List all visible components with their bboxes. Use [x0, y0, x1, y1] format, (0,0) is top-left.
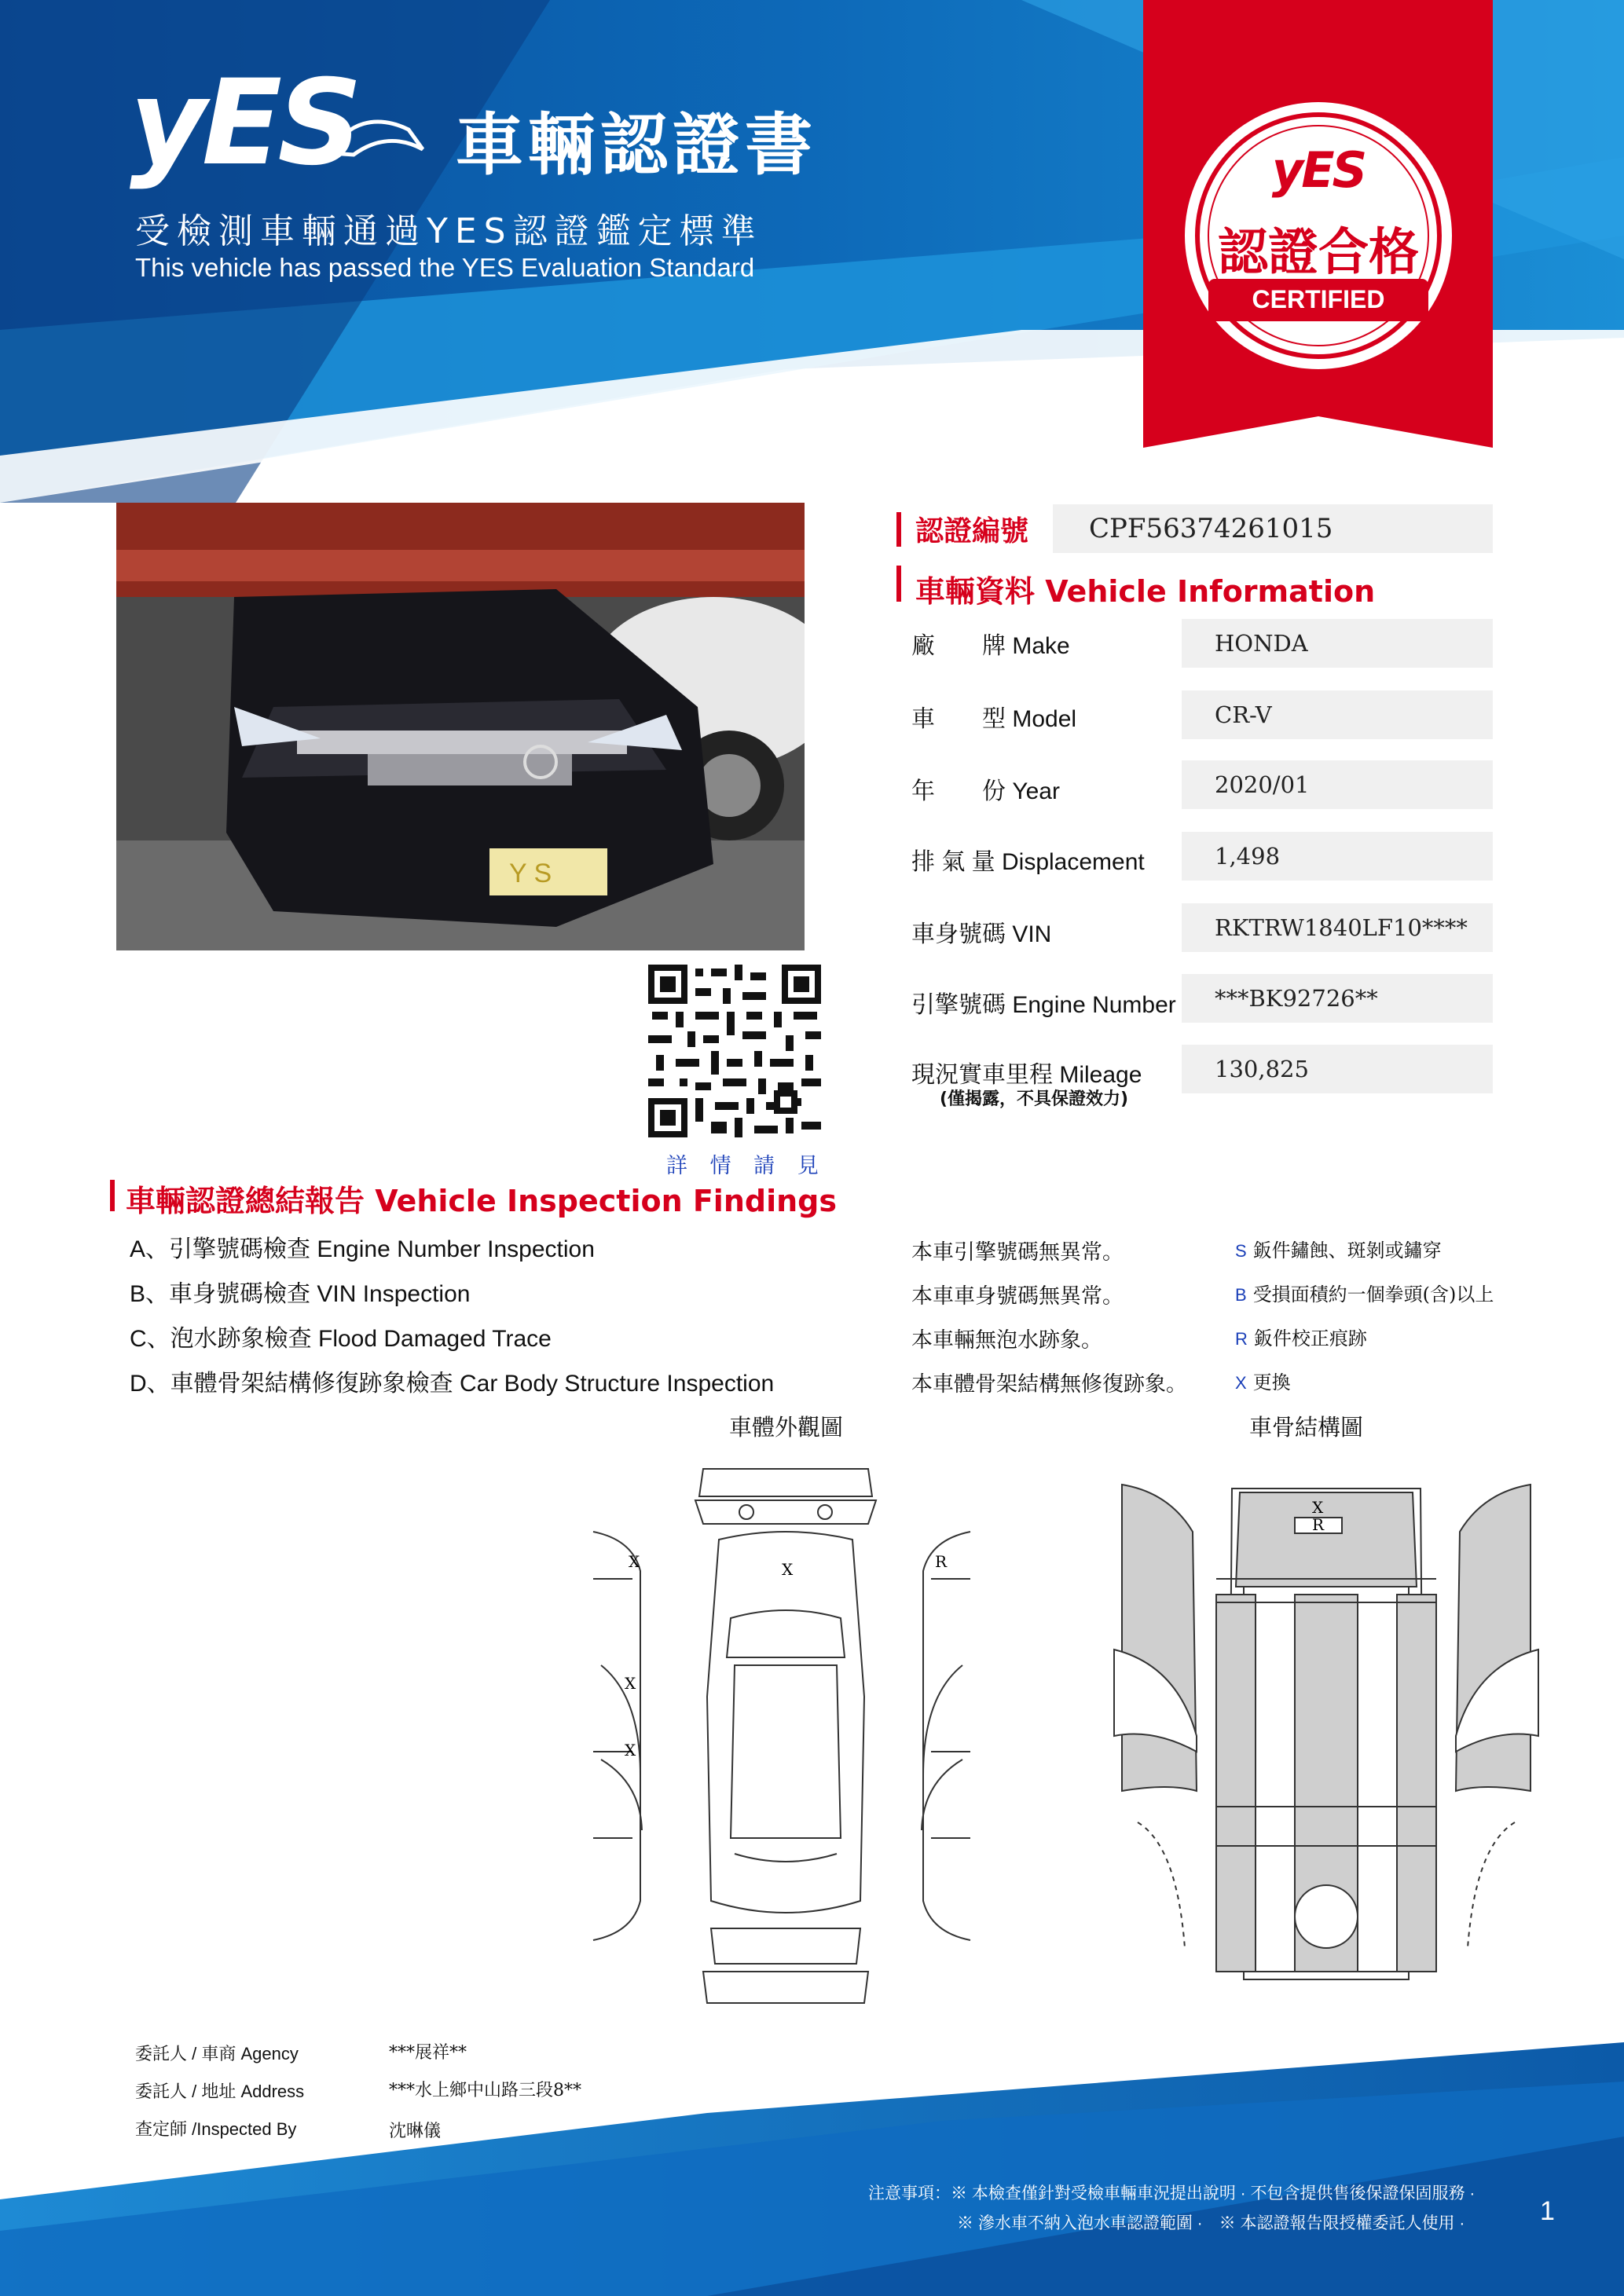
finding-c-result: 本車輛無泡水跡象。 [911, 1328, 1102, 1353]
legend-s-symbol: S [1235, 1241, 1247, 1261]
car-swoosh-icon [330, 106, 424, 161]
address-label: 委託人 / 地址 Address [135, 2082, 305, 2101]
legend-x-symbol: X [1235, 1373, 1247, 1393]
model-value: CR-V [1182, 690, 1493, 739]
cert-number-value: CPF56374261015 [1053, 504, 1493, 553]
legend-s-text: 鈑件鏽蝕、斑剝或鏽穿 [1252, 1240, 1442, 1262]
exterior-mark-5: X [625, 1741, 636, 1760]
finding-b-label: B、車身號碼檢查 VIN Inspection [130, 1281, 471, 1307]
year-label: 年 份 Year [911, 778, 1060, 804]
findings-bar [110, 1180, 115, 1211]
qr-caption: 詳 情 請 見 [666, 1154, 827, 1178]
finding-a-result: 本車引擎號碼無異常。 [911, 1240, 1124, 1265]
legend-x-text: 更換 [1252, 1371, 1291, 1393]
exterior-diagram-title: 車體外觀圖 [729, 1414, 844, 1441]
badge-main-text: 認證合格 [1218, 224, 1419, 282]
subtitle-en: This vehicle has passed the YES Evaluation Standard [135, 253, 755, 282]
cert-number-label: 認證編號 [915, 515, 1029, 547]
vehicle-info-bar [896, 566, 901, 602]
yes-logo [130, 55, 357, 192]
make-label: 廠 牌 Make [911, 633, 1070, 659]
legend-x [1235, 1367, 1291, 1394]
make-value: HONDA [1182, 619, 1493, 668]
mileage-note: (僅揭露，不具保證效力) [940, 1089, 1129, 1109]
legend-b-symbol: B [1235, 1285, 1247, 1305]
legend-s [1235, 1235, 1442, 1262]
plate-text: Y S [509, 859, 552, 888]
exterior-diagram [585, 1461, 978, 2011]
findings-title: 車輛認證總結報告 Vehicle Inspection Findings [126, 1184, 837, 1218]
year-value: 2020/01 [1182, 760, 1493, 809]
structure-mark-1: X [1312, 1498, 1324, 1517]
subtitle-zh: 受檢測車輛通過YES認證鑑定標準 [135, 211, 763, 251]
logo-text: yES [130, 55, 358, 192]
badge-certified-text: CERTIFIED [1252, 285, 1385, 313]
engine-number-label: 引擎號碼 Engine Number [911, 992, 1176, 1018]
certificate-title: 車輛認證書 [456, 106, 817, 185]
badge-logo: yES [1271, 141, 1366, 199]
inspector-label: 查定師 /Inspected By [135, 2119, 297, 2139]
vehicle-photo [116, 503, 805, 950]
legend-r-symbol: R [1235, 1329, 1248, 1349]
legend-r-text: 鈑件校正痕跡 [1253, 1327, 1367, 1349]
qr-code[interactable] [648, 965, 821, 1137]
page-number: 1 [1540, 2196, 1555, 2226]
exterior-mark-3: R [935, 1552, 948, 1571]
vehicle-info-title: 車輛資料 Vehicle Information [915, 574, 1376, 609]
mileage-label: 現況實車里程 Mileage [911, 1062, 1142, 1088]
notice-line-2: ※ 滲水車不納入泡水車認證範圍 · ※ 本認證報告限授權委託人使用 · [957, 2214, 1465, 2232]
finding-d-label: D、車體骨架結構修復跡象檢查 Car Body Structure Inspection [130, 1371, 775, 1397]
inspector-value: 沈晽儀 [389, 2122, 442, 2141]
finding-c-label: C、泡水跡象檢查 Flood Damaged Trace [130, 1326, 552, 1352]
displacement-value: 1,498 [1182, 832, 1493, 881]
vin-label: 車身號碼 VIN [911, 921, 1052, 947]
vin-value: RKTRW1840LF10**** [1182, 903, 1493, 952]
structure-diagram-title: 車骨結構圖 [1249, 1414, 1364, 1441]
agency-label: 委託人 / 車商 Agency [135, 2044, 299, 2063]
engine-number-value: ***BK92726** [1182, 974, 1493, 1023]
finding-d-result: 本車體骨架結構無修復跡象。 [911, 1372, 1187, 1397]
mileage-value: 130,825 [1182, 1045, 1493, 1093]
exterior-mark-4: X [625, 1674, 636, 1693]
displacement-label: 排 氣 量 Displacement [911, 849, 1145, 875]
legend-b [1235, 1279, 1494, 1306]
finding-b-result: 本車車身號碼無異常。 [911, 1284, 1124, 1309]
structure-mark-2: R [1312, 1515, 1325, 1534]
address-value: ***水上鄉中山路三段8** [389, 2081, 581, 2100]
legend-r [1235, 1323, 1367, 1350]
agency-value: ***展祥** [389, 2043, 467, 2063]
exterior-mark-1: X [629, 1552, 640, 1571]
structure-diagram [1106, 1477, 1546, 1987]
model-label: 車 型 Model [911, 706, 1077, 732]
notice-line-1: 注意事項：※ 本檢查僅針對受檢車輛車況提出說明 · 不包含提供售後保證保固服務 · [868, 2184, 1476, 2203]
exterior-mark-2: X [782, 1560, 794, 1579]
cert-number-bar [896, 512, 901, 547]
legend-b-text: 受損面積約一個拳頭(含)以上 [1252, 1283, 1494, 1305]
finding-a-label: A、引擎號碼檢查 Engine Number Inspection [130, 1236, 595, 1262]
